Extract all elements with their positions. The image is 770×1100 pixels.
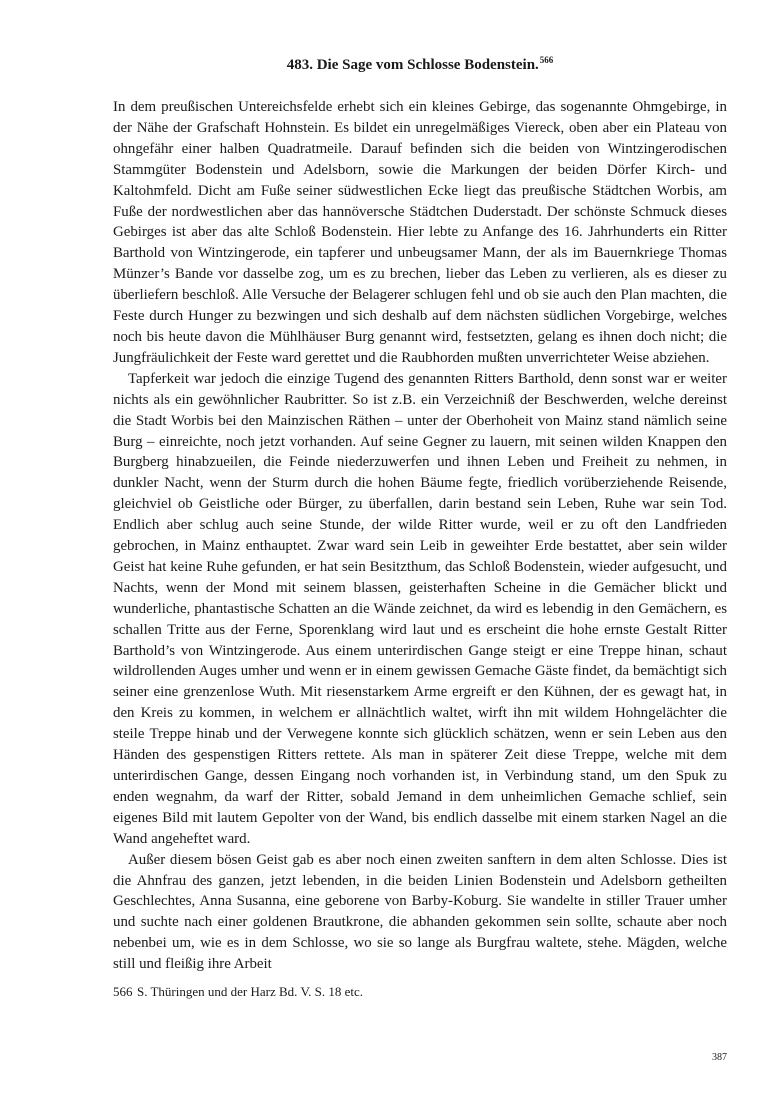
page-number: 387 [712,1052,727,1063]
paragraph-1: In dem preußischen Untereichsfelde erhebt sich ein kleines Gebirge, das sogenannte Ohmgebirge, in der Nähe der Grafschaft Hohnstein. Es bildet ein unregelmäßiges Viereck, oben aber ein Plateau von ohngefähr einer halben Quadratmeile. Darauf befinden sich die beiden von Wintzingerodischen Stammgüter Bodenstein und Adelsborn, sowie die Markungen der beiden Dörfer Kirch- und Kaltohmfeld. Dicht am Fuße seiner südwestlichen Ecke liegt das preußische Städtchen Worbis, am Fuße der nordwestlichen aber das hannöversche Städtchen Duderstadt. Der schönste Schmuck dieses Gebirges ist aber das alte Schloß Bodenstein. Hier lebte zu Anfange des 16. Jahrhunderts ein Ritter Barthold von Wintzingerode, ein tapferer und unbeugsamer Mann, der als im Bauernkriege Thomas Münzer’s Bande vor dasselbe zog, um es zu brechen, lieber das Leben zu verlieren, als es dieser zu überliefern beschloß. Alle Versuche der Belagerer schlugen fehl und ob sie auch den Plan machten, die Feste durch Hunger zu bezwingen und sich deshalb auf dem nächsten südlichen Vorgebirge, welches noch bis heute davon die Mühlhäuser Burg genannt wird, festsetzten, gelang es ihnen doch nicht; die Jungfräulichkeit der Feste ward gerettet und die Raubhorden mußten unverrichteter Weise abziehen. [113,99,727,366]
footnote-text: S. Thüringen und der Harz Bd. V. S. 18 etc. [137,984,364,1000]
title-footnote-ref[interactable]: 566 [539,55,554,65]
footnote [113,983,727,1001]
paragraph-3: Außer diesem bösen Geist gab es aber noch einen zweiten sanftern in dem alten Schlosse. Dies ist die Ahnfrau des ganzen, jetzt lebenden, in die beiden Linien Bodenstein und Adelsborn getheilten Geschlechtes, Anna Susanna, eine geborene von Barby-Koburg. Sie wandelte in stiller Trauer umher und suchte nach einer goldenen Brautkrone, die abhanden gekommen sein sollte, schaute aber noch nebenbei um, wie es in dem Schlosse, wo sie so lange als Burgfrau waltete, stehe. Mägden, welche still und fleißig ihre Arbeit [113,851,727,973]
page-body [113,50,727,1001]
paragraph-2: Tapferkeit war jedoch die einzige Tugend des genannten Ritters Barthold, denn sonst war er weiter nichts als ein gewöhnlicher Raubritter. So ist z.B. ein Verzeichniß der Beschwerden, welche dereinst die Stadt Worbis bei den Mainzischen Räthen – unter der Oberhoheit von Mainz stand nämlich seine Burg – einreichte, noch jetzt vorhanden. Auf seine Gegner zu lauern, mit seinen wilden Knappen den Burgberg hinabzueilen, die Feinde niederzuwerfen und ihnen Leben und Freiheit zu nehmen, in dunkler Nacht, wenn der Sturm durch die hohen Bäume fegte, friedlich vorüberziehende Reisende, gleichviel ob Geistliche oder Bürger, zu überfallen, darin bestand sein Leben, Ruhe war sein Tod. Endlich aber schlug auch seine Stunde, der wilde Ritter wurde, weil er zu oft den Landfrieden gebrochen, in Mainz enthauptet. Zwar ward sein Leib in geweihter Erde bestattet, aber sein wilder Geist hat keine Ruhe gefunden, er hat sein Besitzthum, das Schloß Bodenstein, wieder aufgesucht, und Nachts, wenn der Mond mit seinem blassen, geisterhaften Scheine in die Gemächer blickt und wunderliche, phantastische Schatten an die Wände zeichnet, da wird es lebendig in den Gemächern, es schallen Tritte aus der Ferne, Sporenklang wird laut und es erscheint die hohe ernste Gestalt Ritter Barthold’s von Wintzingerode. Aus einem unterirdischen Gange steigt er eine Treppe hinan, schaut wildrollenden Auges umher und wenn er in einem gewissen Gemache Gäste findet, da bemächtigt sich seiner eine grenzenlose Wuth. Mit riesenstarkem Arme ergreift er den Kühnen, der es gewagt hat, in den Kreis zu kommen, in welchem er allnächtlich waltet, wirft ihn mit wildem Hohngelächter die steile Treppe hinab und der Verwegene konnte sich glücklich schätzen, wenn er sein Leben aus den Händen des gespenstigen Ritters rettete. Als man in späterer Zeit diese Treppe, welche mit dem unterirdischen Gange, dessen Eingang noch vorhanden ist, in Verbindung stand, um den Spuk zu enden wegnahm, da warf der Ritter, sobald Jemand in dem unheimlichen Gemache schlief, sein eigenes Bild mit lautem Gepolter von der Wand, bis endlich dasselbe mit einem starken Nagel an die Wand angeheftet ward. [113,370,727,847]
page-title [113,50,727,75]
title-text: 483. Die Sage vom Schlosse Bodenstein. [286,57,539,73]
footnote-number: 566 [113,984,133,1000]
